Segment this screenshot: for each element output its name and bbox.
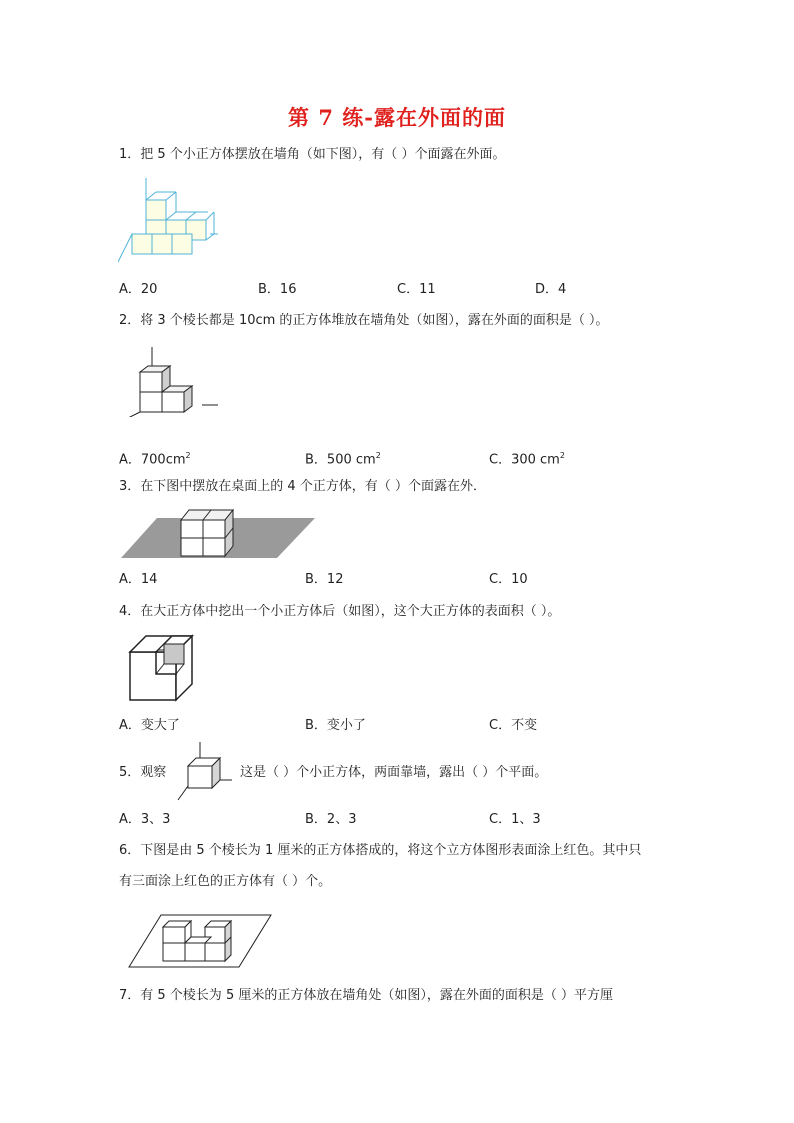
question-2-figure xyxy=(124,347,220,417)
q1-option-b[interactable]: B．16 xyxy=(258,282,297,297)
question-5-stem-suffix: 这是（ ）个小正方体，两面靠墙，露出（ ）个平面。 xyxy=(240,765,548,780)
page-title: 第 7 练-露在外面的面 xyxy=(288,105,506,130)
question-5-stem-prefix: 5．观察 xyxy=(119,765,167,780)
q1-option-d[interactable]: D．4 xyxy=(535,282,567,297)
question-6-stem-line-1: 6．下图是由 5 个棱长为 1 厘米的正方体搭成的，将这个立方体图形表面涂上红色。其中只 xyxy=(119,843,642,858)
question-7-stem: 7．有 5 个棱长为 5 厘米的正方体放在墙角处（如图），露在外面的面积是（ ）平方厘 xyxy=(119,988,613,1003)
question-1-stem: 1．把 5 个小正方体摆放在墙角（如下图），有（ ）个面露在外面。 xyxy=(119,147,506,162)
q2-option-c[interactable]: C．300 $cm^2$ xyxy=(489,451,565,468)
question-5-figure xyxy=(176,742,234,802)
q1-option-c[interactable]: C．11 xyxy=(397,282,436,297)
question-3-stem: 3．在下图中摆放在桌面上的 4 个正方体，有（ ）个面露在外． xyxy=(119,479,486,494)
question-6-figure xyxy=(127,913,273,969)
q4-option-b[interactable]: B．变小了 xyxy=(305,718,366,733)
question-4-figure xyxy=(128,634,194,704)
q3-option-c[interactable]: C．10 xyxy=(489,572,528,587)
q4-option-c[interactable]: C．不变 xyxy=(489,718,538,733)
q5-option-a[interactable]: A．3、3 xyxy=(119,812,171,827)
q5-option-c[interactable]: C．1、3 xyxy=(489,812,541,827)
q3-option-b[interactable]: B．12 xyxy=(305,572,344,587)
question-3-figure xyxy=(121,506,315,560)
q4-option-a[interactable]: A．变大了 xyxy=(119,718,180,733)
question-6-stem-line-2: 有三面涂上红色的正方体有（ ）个。 xyxy=(119,874,332,889)
question-1-figure xyxy=(118,178,228,264)
q5-option-b[interactable]: B．2、3 xyxy=(305,812,357,827)
q2-option-a[interactable]: A．$700cm^2$ xyxy=(119,451,191,468)
question-2-stem: 2．将 3 个棱长都是 10cm 的正方体堆放在墙角处（如图），露在外面的面积是（ ）。 xyxy=(119,313,609,328)
q2-option-b[interactable]: B．500 $cm^2$ xyxy=(305,451,381,468)
q3-option-a[interactable]: A．14 xyxy=(119,572,158,587)
question-4-stem: 4．在大正方体中挖出一个小正方体后（如图），这个大正方体的表面积（ ）。 xyxy=(119,604,561,619)
q1-option-a[interactable]: A．20 xyxy=(119,282,158,297)
